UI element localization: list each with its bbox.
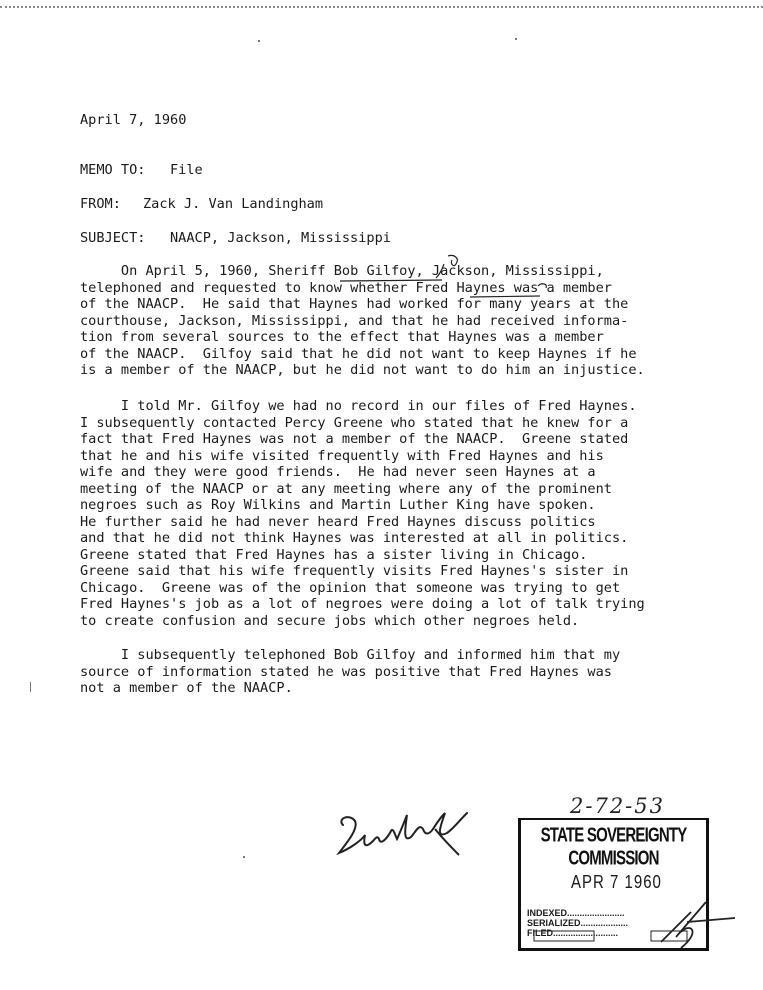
paragraph-line: not a member of the NAACP. xyxy=(80,680,293,696)
paragraph-line: and that he did not think Haynes was interested at all in politics. xyxy=(80,530,629,546)
paragraph-line: is a member of the NAACP, but he did not want to do him an injustice. xyxy=(80,362,645,378)
paragraph-line: Chicago. Greene was of the opinion that someone was trying to get xyxy=(80,579,621,596)
stamp-serialized-label: SERIALIZED xyxy=(527,918,581,928)
paragraph-line: Fred Haynes's job as a lot of negroes were doing a lot of talk trying xyxy=(80,596,645,612)
paragraph-line: negroes such as Roy Wilkins and Martin Luther King have spoken. xyxy=(80,497,596,513)
paragraph-line: courthouse, Jackson, Mississippi, and that he had received informa- xyxy=(80,312,629,329)
stamp-indexed-label: INDEXED xyxy=(527,908,568,918)
memo-subject-label: SUBJECT: xyxy=(80,230,146,246)
paragraph-line: meeting of the NAACP or at any meeting where any of the prominent xyxy=(80,480,612,497)
handwritten-signature xyxy=(335,805,475,865)
stamp-filed-label: FILED xyxy=(527,928,553,938)
stamp-fields: INDEXED....................... SERIALIZED................... FILED.......................... xyxy=(527,908,629,938)
memo-from-label: FROM: xyxy=(80,196,121,212)
memo-to-label: MEMO TO: xyxy=(80,162,146,178)
paragraph-line: I told Mr. Gilfoy we had no record in our files of Fred Haynes. xyxy=(80,398,637,414)
stamp-initials-mark xyxy=(651,892,741,952)
paragraph-line: I subsequently telephoned Bob Gilfoy and informed him that my xyxy=(80,647,621,663)
paragraph-line: of the NAACP. Gilfoy said that he did not want to keep Haynes if he xyxy=(80,345,637,362)
commission-stamp xyxy=(518,818,709,951)
handwritten-file-number: 2-72-53 xyxy=(570,794,665,818)
paragraph-2 xyxy=(80,398,705,629)
paragraph-line: wife and they were good friends. He had never seen Haynes at a xyxy=(80,464,596,480)
paragraph-line: tion from several sources to the effect that Haynes was a member xyxy=(80,329,604,345)
paragraph-line: Greene said that his wife frequently visits Fred Haynes's sister in xyxy=(80,563,629,579)
paragraph-line: of the NAACP. He said that Haynes had worked for many years at the xyxy=(80,296,629,312)
paragraph-line: telephoned and requested to know whether Fred Haynes was a member xyxy=(80,279,612,296)
memo-subject-value: NAACP, Jackson, Mississippi xyxy=(170,230,391,246)
stamp-date: APR 7 1960 xyxy=(571,872,662,893)
memo-date: April 7, 1960 xyxy=(80,112,187,128)
paragraph-line: source of information stated he was positive that Fred Haynes was xyxy=(80,663,612,680)
memo-to-value: File xyxy=(170,162,203,178)
paragraph-line: fact that Fred Haynes was not a member of the NAACP. Greene stated xyxy=(80,431,629,447)
paragraph-line: that he and his wife visited frequently with Fred Haynes and his xyxy=(80,447,604,464)
paragraph-line: He further said he had never heard Fred Haynes discuss politics xyxy=(80,513,596,530)
paragraph-line: to create confusion and secure jobs which other negroes held. xyxy=(80,612,580,629)
stamp-title: STATE SOVEREIGNTY COMMISSION xyxy=(540,824,687,870)
paragraph-line: I subsequently contacted Percy Greene who stated that he knew for a xyxy=(80,414,629,431)
paragraph-line: On April 5, 1960, Sheriff Bob Gilfoy, Jackson, Mississippi, xyxy=(80,263,604,279)
memo-from-value: Zack J. Van Landingham xyxy=(143,196,324,212)
paragraph-line: Greene stated that Fred Haynes has a sister living in Chicago. xyxy=(80,546,588,563)
paragraph-3 xyxy=(80,647,705,697)
page-top-edge xyxy=(0,0,763,8)
handwritten-underlines xyxy=(330,250,650,300)
